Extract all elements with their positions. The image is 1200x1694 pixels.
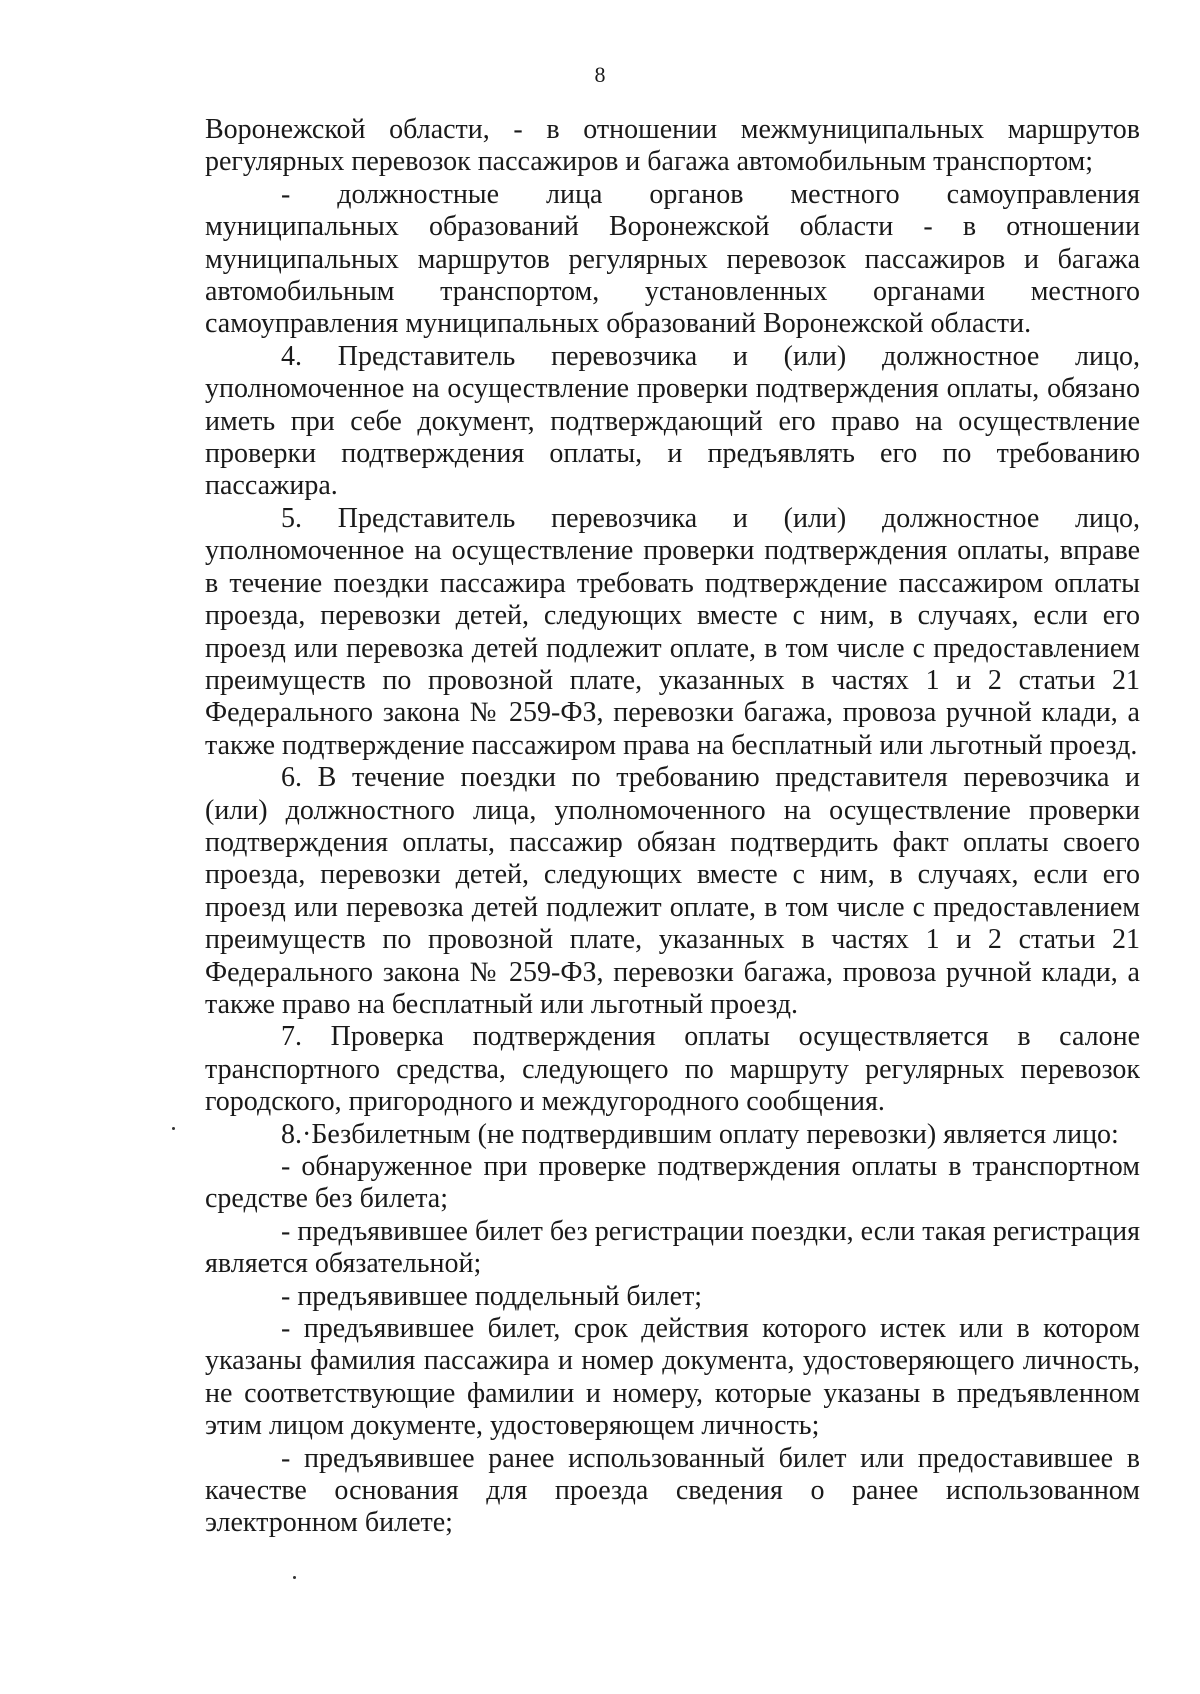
- paragraph-item-8: 8.·Безбилетным (не подтвердившим оплату перевозки) является лицо:: [281, 1118, 1119, 1150]
- scan-speck: [172, 1127, 175, 1130]
- paragraph-item-4: 4. Представитель перевозчика и (или) должностное лицо, уполномоченное на осуществление проверки подтверждения оплаты, обязано иметь при себе документ, подтверждающий его право на осуществление проверки подтверждения оплаты, и предъявлять его по требованию пассажира.: [205, 340, 1140, 502]
- list-item-unregistered-ticket: - предъявившее билет без регистрации поездки, если такая регистрация является обязательной;: [205, 1215, 1140, 1280]
- paragraph-item-6: 6. В течение поездки по требованию представителя перевозчика и (или) должностного лица, уполномоченного на осуществление проверки подтверждения оплаты, пассажир обязан подтвердить факт оплаты своего проезда, перевозки детей, следующих вместе с ним, в случаях, если его проезд или перевозка детей подлежит оплате, в том числе с предоставлением преимуществ по провозной плате, указанных в частях 1 и 2 статьи 21 Федерального закона № 259-ФЗ, перевозки багажа, провоза ручной клади, а также право на бесплатный или льготный проезд.: [205, 762, 1140, 1020]
- list-item-used-ticket: - предъявившее ранее использованный билет или предоставившее в качестве основания для проезда сведения о ранее использованном электронном билете;: [205, 1442, 1140, 1539]
- list-item-forged-ticket: - предъявившее поддельный билет;: [281, 1280, 703, 1312]
- paragraph-officials: - должностные лица органов местного самоуправления муниципальных образований Воронежской области - в отношении муниципальных маршрутов регулярных перевозок пассажиров и багажа автомобильным транспортом, установленных органами местного самоуправления муниципальных образований Воронежской области.: [205, 178, 1140, 340]
- scan-speck: [293, 1576, 296, 1579]
- page-number: 8: [594, 62, 606, 87]
- paragraph-item-7: 7. Проверка подтверждения оплаты осуществляется в салоне транспортного средства, следующего по маршруту регулярных перевозок городского, пригородного и междугородного сообщения.: [205, 1021, 1140, 1118]
- paragraph-continuation: Воронежской области, - в отношении межмуниципальных маршрутов регулярных перевозок пассажиров и багажа автомобильным транспортом;: [205, 114, 1140, 178]
- list-item-expired-ticket: - предъявившее билет, срок действия которого истек или в котором указаны фамилия пассажира и номер документа, удостоверяющего личность, не соответствующие фамилии и номеру, которые указаны в предъявленном этим лицом документе, удостоверяющем личность;: [205, 1313, 1140, 1442]
- paragraph-item-5: 5. Представитель перевозчика и (или) должностное лицо, уполномоченное на осуществление проверки подтверждения оплаты, вправе в течение поездки пассажира требовать подтверждение пассажиром оплаты проезда, перевозки детей, следующих вместе с ним, в случаях, если его проезд или перевозка детей подлежит оплате, в том числе с предоставлением преимуществ по провозной плате, указанных в частях 1 и 2 статьи 21 Федерального закона № 259-ФЗ, перевозки багажа, провоза ручной клади, а также подтверждение пассажиром права на бесплатный или льготный проезд.: [205, 502, 1140, 761]
- list-item-no-ticket: - обнаруженное при проверке подтверждения оплаты в транспортном средстве без билета;: [205, 1151, 1140, 1215]
- document-body: [205, 114, 1140, 1540]
